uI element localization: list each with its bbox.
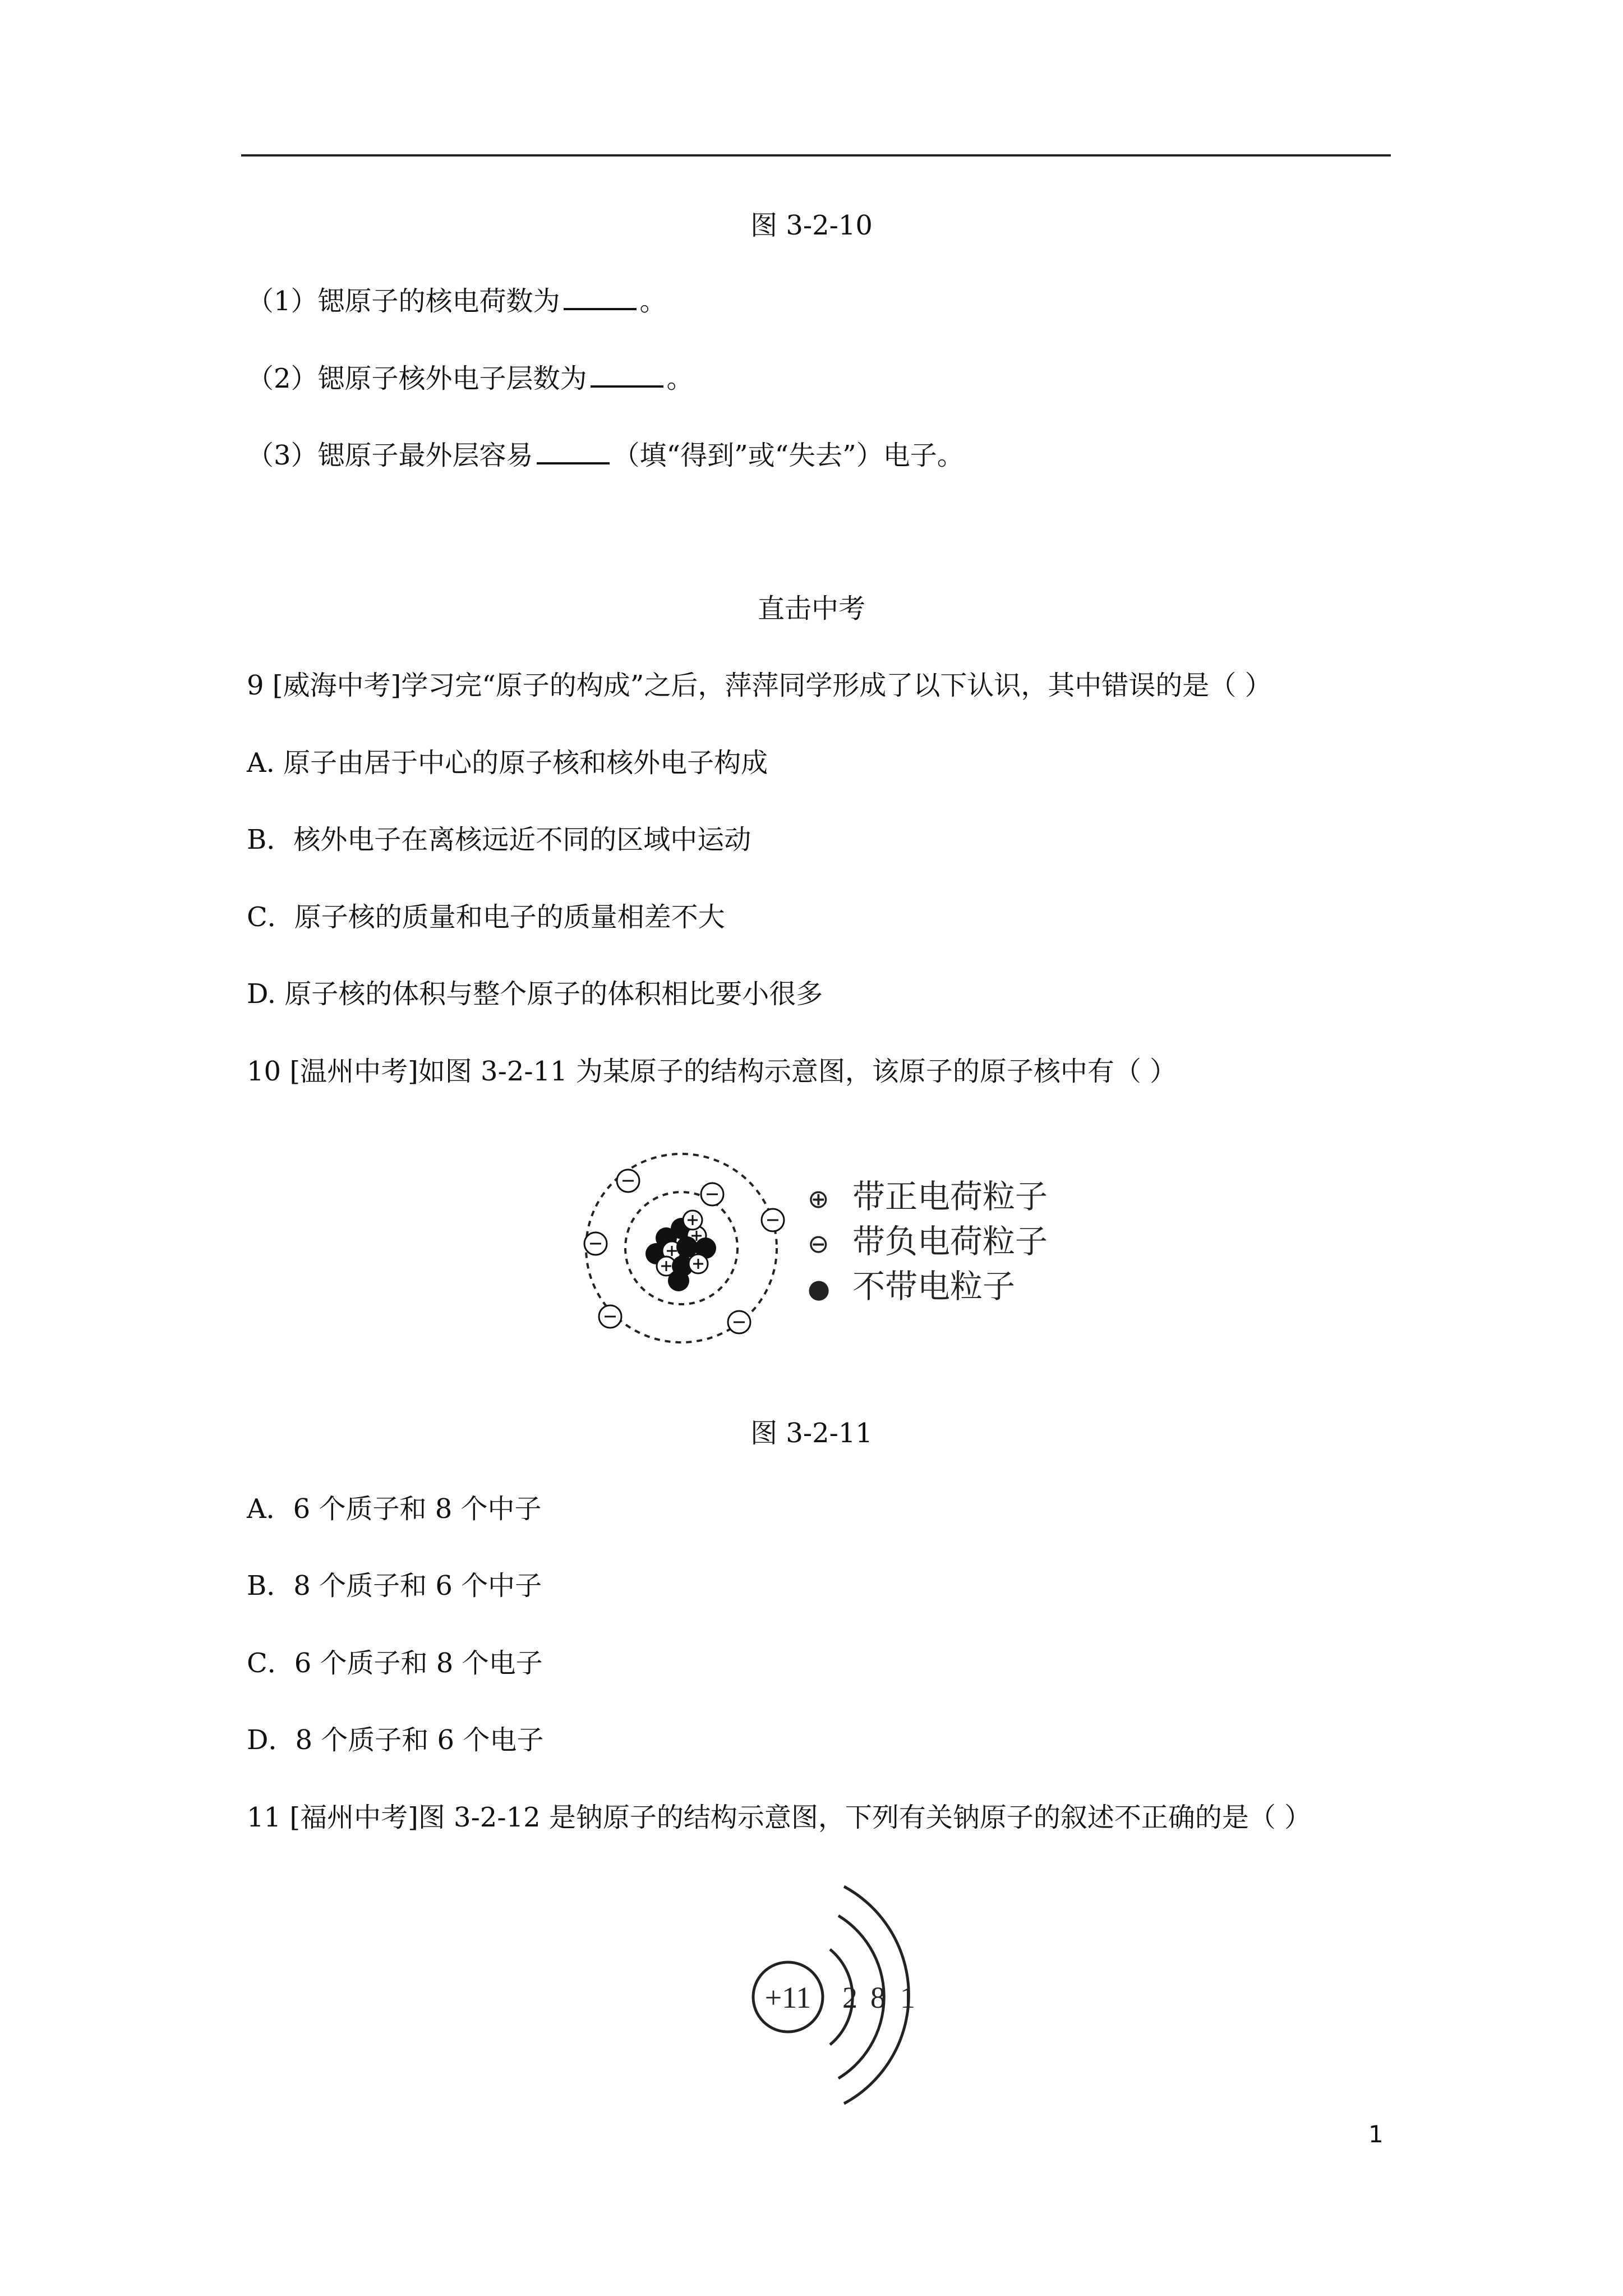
- legend-symbol-negative: ⊖: [808, 1228, 829, 1259]
- q10-stem: 10 [温州中考]如图 3-2-11 为某原子的结构示意图，该原子的原子核中有（ ）: [247, 1056, 1177, 1087]
- page-number: 1: [1368, 2120, 1384, 2148]
- legend-positive: 带正电荷粒子: [852, 1177, 1048, 1216]
- answer-blank[interactable]: [564, 283, 637, 310]
- legend-symbol-neutral: ●: [808, 1273, 831, 1304]
- section-title: 直击中考: [757, 593, 865, 624]
- nucleus-charge: +11: [764, 1981, 811, 2014]
- q10-option-d: D．8 个质子和 6 个电子: [247, 1724, 544, 1756]
- q8-item-3: （3）锶原子最外层容易 （填“得到”或“失去”）电子。: [247, 438, 964, 472]
- q10-option-b: B．8 个质子和 6 个中子: [247, 1570, 542, 1602]
- q10-option-c: C．6 个质子和 8 个电子: [247, 1648, 543, 1679]
- figure-caption-3-2-10: 图 3-2-10: [750, 210, 873, 241]
- legend-neutral: 不带电粒子: [852, 1267, 1016, 1305]
- atom-legend: [808, 1177, 1048, 1305]
- answer-blank[interactable]: [591, 361, 663, 388]
- shell-2-electrons: 8: [870, 1981, 886, 2014]
- sodium-atom-diagram: [740, 1882, 931, 2106]
- legend-negative: 带负电荷粒子: [852, 1222, 1048, 1260]
- q10-option-a: A．6 个质子和 8 个中子: [247, 1493, 542, 1525]
- q8-item-1: （1）锶原子的核电荷数为 。: [247, 283, 667, 318]
- shell-1-electrons: 2: [842, 1981, 857, 2014]
- q8-item-2: （2）锶原子核外电子层数为 。: [247, 361, 694, 395]
- q9-option-b: B．核外电子在离核远近不同的区域中运动: [247, 824, 751, 855]
- answer-blank[interactable]: [537, 438, 610, 464]
- q9-option-c: C．原子核的质量和电子的质量相差不大: [247, 901, 725, 933]
- q9-option-d: D. 原子核的体积与整个原子的体积相比要小很多: [247, 978, 823, 1010]
- nucleus: [645, 1211, 716, 1291]
- q9-stem: 9 [威海中考]学习完“原子的构成”之后，萍萍同学形成了以下认识，其中错误的是（ ）: [247, 670, 1272, 701]
- legend-symbol-positive: ⊕: [808, 1184, 829, 1214]
- q11-stem: 11 [福州中考]图 3-2-12 是钠原子的结构示意图，下列有关钠原子的叙述不正确的是（ ）: [247, 1802, 1312, 1833]
- figure-caption-3-2-11: 图 3-2-11: [750, 1418, 873, 1449]
- header-rule: [241, 154, 1391, 157]
- shell-3-electrons: 1: [900, 1981, 915, 2014]
- q9-option-a: A. 原子由居于中心的原子核和核外电子构成: [247, 747, 768, 779]
- atom-structure-diagram: [572, 1136, 1077, 1360]
